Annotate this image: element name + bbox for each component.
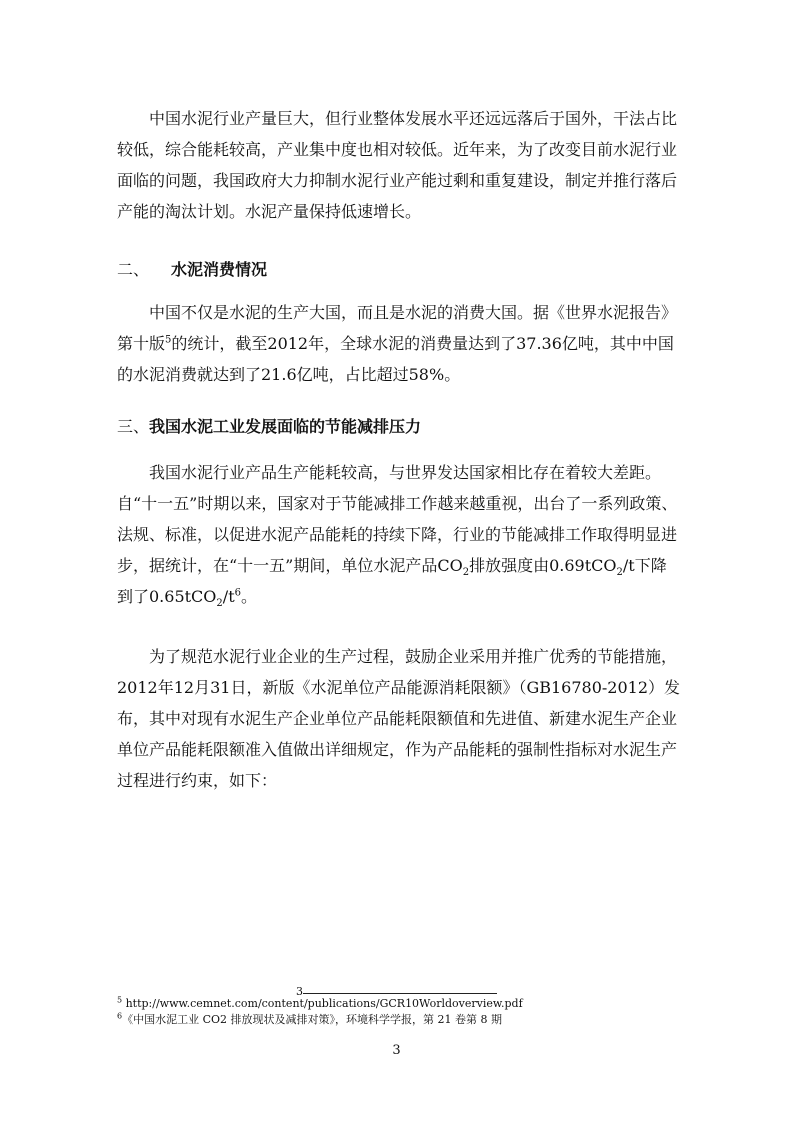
paragraph-energy-standard: 为了规范水泥行业企业的生产过程，鼓励企业采用并推广优秀的节能措施，2012年12月31日，新版《水泥单位产品能源消耗限额》（GB16780-2012）发布，其中对现有水泥生产企业单位产品能耗限额值和先进值、新建水泥生产企业单位产品能耗限额准入值做出详细规定，作为产品能耗的强制性指标对水泥生产过程进行约束，如下： — [117, 647, 681, 790]
section-title: 水泥消费情况 — [171, 260, 268, 279]
footnote-5 — [117, 997, 523, 1010]
paragraph-energy-consumption: 我国水泥行业产品生产能耗较高，与世界发达国家相比存在着较大差距。自“十一五”时期以来，国家对于节能减排工作越来越重视，出台了一系列政策、法规、标准，以促进水泥产品能耗的持续下降，行业的节能减排工作取得明显进步，据统计，在“十一五”期间，单位水泥产品$CO_2$排放强度由0.69tCO$_2$/t下降到了$0.65tCO_2/t^6$。 — [117, 463, 678, 610]
paragraph-cement-industry-overview: 中国水泥行业产量巨大，但行业整体发展水平还远远落后于国外，干法占比较低，综合能耗较高，产业集中度也相对较低。近年来，为了改变目前水泥行业面临的问题，我国政府大力抑制水泥行业产能过剩和重复建设，制定并推行落后产能的淘汰计划。水泥产量保持低速增长。 — [117, 109, 678, 221]
footnote-link[interactable]: http://www.cemnet.com/content/publications/GCR10Worldoverview.pdf — [125, 997, 523, 1010]
footnote-separator — [303, 993, 497, 994]
footnote-ref-5[interactable]: 5 — [165, 334, 172, 346]
footnote-mark: 6 — [117, 1011, 123, 1021]
section-number: 三、 — [117, 417, 150, 436]
footnote-text: 《中国水泥工业 CO2 排放现状及减排对策》，环境科学学报，第 21 卷第 8 期 — [122, 1013, 502, 1026]
section-number: 二、 — [117, 260, 150, 279]
footnote-6 — [117, 1013, 502, 1026]
footnote-ref-6[interactable]: 6 — [234, 587, 241, 599]
section-heading-cement-consumption — [117, 259, 267, 281]
footnote-separator-label: 3 — [296, 985, 303, 998]
paragraph-cement-consumption: 中国不仅是水泥的生产大国，而且是水泥的消费大国。据《世界水泥报告》第十版$^5$的统计，截至2012年，全球水泥的消费量达到了37.36亿吨，其中中国的水泥消费就达到了21.6亿吨，占比超过58%。 — [117, 303, 678, 384]
section-heading-energy-pressure — [117, 416, 421, 438]
section-title: 我国水泥工业发展面临的节能减排压力 — [149, 417, 422, 436]
footnote-mark: 5 — [117, 995, 123, 1005]
page-number: 3 — [392, 1043, 401, 1058]
